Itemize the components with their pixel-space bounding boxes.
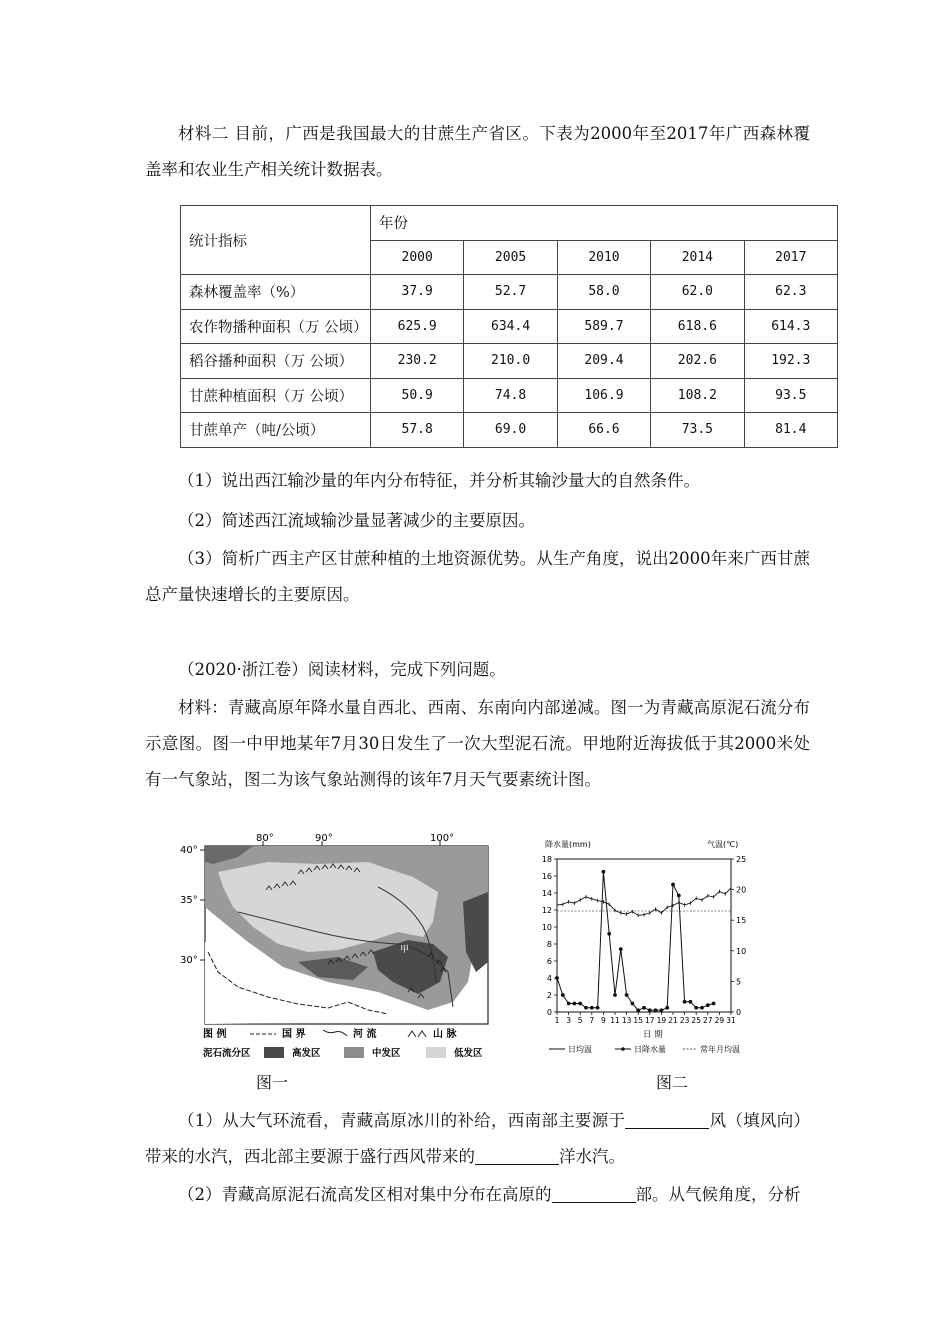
x-tick-label: 7 (589, 1016, 595, 1025)
precip-point (625, 993, 629, 997)
y-left-tick-label: 0 (546, 1008, 552, 1017)
precip-point (648, 1008, 652, 1012)
legend-title: 图 例 (203, 1029, 227, 1040)
table-cell: 230.2 (371, 344, 464, 379)
table-cell: 66.6 (557, 413, 650, 448)
statistics-table (180, 205, 838, 448)
precip-point (694, 1006, 698, 1010)
table-cell: 37.9 (371, 275, 464, 310)
legend-mountain-symbol (408, 1031, 426, 1037)
q1-text-c: 洋水汽。 (559, 1147, 625, 1166)
precip-point (607, 932, 611, 936)
x-tick-label: 29 (714, 1016, 725, 1025)
precip-point (636, 1008, 640, 1012)
y-left-tick-label: 16 (541, 872, 552, 881)
precip-point (561, 993, 565, 997)
table-corner-header: 统计指标 (181, 206, 371, 275)
table-row-label: 稻谷播种面积（万 公顷） (181, 344, 371, 379)
legend-mountain-label: 山 脉 (433, 1029, 457, 1040)
table-cell: 69.0 (464, 413, 557, 448)
x-tick-label: 27 (703, 1016, 713, 1025)
question-3: （3）简析广西主产区甘蔗种植的土地资源优势。从生产角度，说出2000年来广西甘蔗总产量快速增长的主要原因。 (145, 549, 810, 604)
section2-material: 材料：青藏高原年降水量自西北、西南、东南向内部递减。图一为青藏高原泥石流分布示意图。图一中甲地某年7月30日发生了一次大型泥石流。甲地附近海拔低于其2000米处有一气象站，图二为该气象站测得的该年7月天气要素统计图。 (145, 698, 810, 789)
table-row-label: 森林覆盖率（%） (181, 275, 371, 310)
y-left-tick-label: 10 (541, 923, 552, 932)
table-cell: 202.6 (651, 344, 744, 379)
precip-point (706, 1003, 710, 1007)
table-row (181, 413, 838, 448)
precip-point (619, 947, 623, 951)
precip-point (596, 1006, 600, 1010)
table-cell: 62.3 (744, 275, 837, 310)
precip-point (590, 1006, 594, 1010)
precip-point (689, 1000, 693, 1004)
x-tick-label: 31 (726, 1016, 736, 1025)
answer-blank[interactable] (625, 1111, 709, 1129)
precip-point (677, 894, 681, 898)
table-row-label: 甘蔗种植面积（万 公顷） (181, 378, 371, 413)
material2-paragraph: 材料二 目前，广西是我国最大的甘蔗生产省区。下表为2000年至2017年广西森林覆盖率和农业生产相关统计数据表。 (145, 124, 810, 179)
table-row (181, 378, 838, 413)
y-right-tick-label: 5 (736, 977, 742, 987)
lat-label: 35° (180, 895, 198, 906)
x-tick-label: 25 (691, 1016, 701, 1025)
question2-1 (145, 1103, 810, 1175)
x-tick-label: 1 (554, 1016, 560, 1025)
chart-ylabel-left: 降水量(mm) (545, 840, 591, 849)
table-cell: 62.0 (651, 275, 744, 310)
table-row (181, 309, 838, 344)
legend-temp-label: 日均温 (568, 1045, 592, 1054)
table-cell: 74.8 (464, 378, 557, 413)
y-left-tick-label: 12 (541, 906, 552, 915)
table-cell: 192.3 (744, 344, 837, 379)
table-row (181, 344, 838, 379)
legend-precip-marker (621, 1047, 625, 1051)
x-tick-label: 3 (566, 1016, 571, 1025)
table-row-label: 农作物播种面积（万 公顷） (181, 309, 371, 344)
table-cell: 108.2 (651, 378, 744, 413)
figure2-caption: 图二 (656, 1073, 689, 1092)
precip-series-line (557, 872, 714, 1011)
table-year-cell: 2017 (744, 240, 837, 275)
y-right-tick-label: 0 (736, 1008, 742, 1017)
legend-river-symbol (323, 1030, 347, 1036)
precip-point (712, 1002, 716, 1006)
x-tick-label: 13 (621, 1016, 632, 1025)
precip-point (602, 870, 606, 874)
y-right-tick-label: 25 (736, 855, 747, 864)
precip-point (578, 1002, 582, 1006)
q1-text-a: （1）从大气环流看，青藏高原冰川的补给，西南部主要源于 (178, 1111, 626, 1130)
y-right-tick-label: 10 (736, 946, 747, 956)
legend-river-label: 河 流 (353, 1029, 377, 1040)
precip-point (555, 976, 559, 980)
question2-2 (145, 1177, 810, 1213)
y-right-tick-label: 15 (736, 916, 747, 926)
precip-point (584, 1006, 588, 1010)
legend-low-label: 低发区 (454, 1048, 483, 1059)
precip-point (654, 1008, 658, 1012)
precip-point (665, 1006, 669, 1010)
precip-point (642, 1006, 646, 1010)
legend-border-label: 国 界 (282, 1029, 306, 1040)
table-cell: 614.3 (744, 309, 837, 344)
q2-text-b: 部。从气候角度，分析 (635, 1185, 801, 1204)
legend-mid-label: 中发区 (372, 1048, 401, 1059)
table-cell: 93.5 (744, 378, 837, 413)
precip-point (671, 883, 675, 887)
legend-high-swatch (264, 1047, 284, 1058)
table-cell: 618.6 (651, 309, 744, 344)
legend-zone-title: 泥石流分区 (203, 1048, 251, 1059)
weather-chart (535, 835, 760, 1060)
table-cell: 52.7 (464, 275, 557, 310)
precip-point (660, 1008, 664, 1012)
y-left-tick-label: 4 (546, 974, 552, 983)
x-tick-label: 21 (668, 1016, 678, 1025)
table-year-cell: 2005 (464, 240, 557, 275)
table-cell: 625.9 (371, 309, 464, 344)
place-label-jia: 甲 (400, 945, 410, 955)
precip-point (613, 993, 617, 997)
x-tick-label: 23 (679, 1016, 690, 1025)
precip-point (567, 1002, 571, 1006)
legend-mid-swatch (344, 1047, 364, 1058)
chart-frame (557, 859, 731, 1012)
table-cell: 106.9 (557, 378, 650, 413)
table-year-header: 年份 (371, 206, 838, 241)
q2-text-a: （2）青藏高原泥石流高发区相对集中分布在高原的 (178, 1185, 552, 1204)
x-tick-label: 19 (656, 1016, 667, 1025)
legend-low-swatch (426, 1047, 446, 1058)
y-left-tick-label: 8 (546, 940, 552, 949)
x-tick-label: 17 (645, 1016, 655, 1025)
table-cell: 634.4 (464, 309, 557, 344)
lat-label: 40° (180, 845, 198, 856)
table-cell: 209.4 (557, 344, 650, 379)
chart-ylabel-right: 气温(℃) (707, 840, 739, 849)
table-year-cell: 2014 (651, 240, 744, 275)
precip-point (631, 1002, 635, 1006)
table-cell: 210.0 (464, 344, 557, 379)
table-cell: 589.7 (557, 309, 650, 344)
legend-high-label: 高发区 (292, 1048, 321, 1059)
precip-point (683, 1000, 687, 1004)
table-cell: 58.0 (557, 275, 650, 310)
answer-blank[interactable] (475, 1147, 559, 1165)
table-year-cell: 2010 (557, 240, 650, 275)
x-tick-label: 11 (610, 1016, 620, 1025)
y-left-tick-label: 2 (546, 991, 552, 1000)
lat-label: 30° (180, 955, 198, 966)
table-row (181, 275, 838, 310)
table-cell: 57.8 (371, 413, 464, 448)
precip-point (700, 1006, 704, 1010)
table-cell: 81.4 (744, 413, 837, 448)
figure1-caption: 图一 (256, 1073, 289, 1092)
lon-label: 100° (430, 833, 455, 844)
debris-flow-map (178, 832, 498, 1064)
legend-precip-label: 日降水量 (634, 1045, 666, 1054)
table-cell: 50.9 (371, 378, 464, 413)
y-left-tick-label: 6 (546, 957, 552, 966)
chart-xlabel: 日 期 (643, 1030, 663, 1040)
table-year-cell: 2000 (371, 240, 464, 275)
legend-normal-label: 常年月均温 (700, 1045, 740, 1054)
y-left-tick-label: 14 (541, 889, 552, 898)
question-2: （2）简述西江流域输沙量显著减少的主要原因。 (178, 511, 535, 530)
question-1: （1）说出西江输沙量的年内分布特征，并分析其输沙量大的自然条件。 (178, 471, 700, 490)
y-left-tick-label: 18 (541, 855, 552, 864)
answer-blank[interactable] (552, 1185, 636, 1203)
precip-point (573, 1002, 577, 1006)
lon-label: 80° (256, 833, 274, 844)
y-right-tick-label: 20 (736, 885, 747, 895)
section2-header: （2020·浙江卷）阅读材料，完成下列问题。 (178, 660, 506, 679)
x-tick-label: 15 (633, 1016, 643, 1025)
x-tick-label: 5 (577, 1016, 583, 1025)
table-row-label: 甘蔗单产（吨/公顷） (181, 413, 371, 448)
q1-text-b: 风（填风向）带来的水汽，西北部主要源于盛行西风带来的 (145, 1111, 811, 1166)
table-cell: 73.5 (651, 413, 744, 448)
x-tick-label: 9 (601, 1016, 606, 1025)
lon-label: 90° (315, 833, 333, 844)
